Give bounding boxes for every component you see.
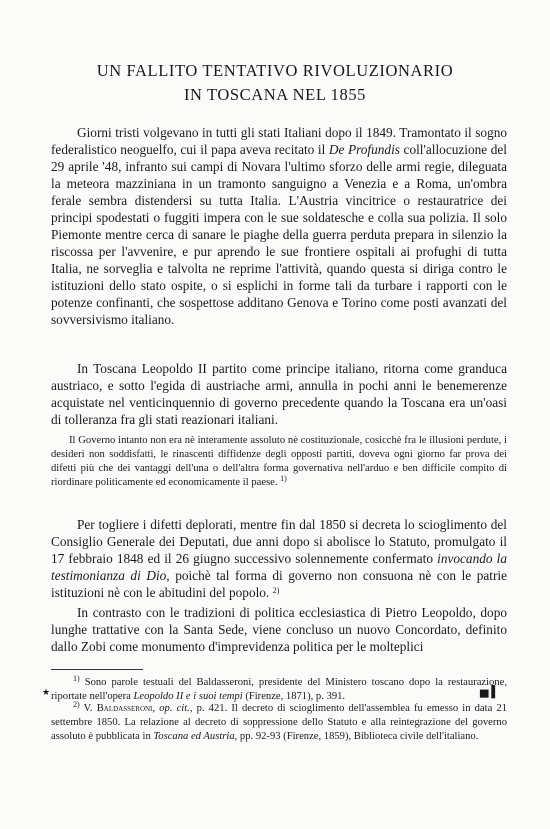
footnote-1-italic: Leopoldo II e i suoi tempi [133,691,243,702]
paragraph-4-text-c: poichè tal forma di governo non consuona nè con le patrie istituzioni nè con le abitudini del popolo. [51,568,507,600]
paragraph-5-text: In contrasto con le tradizioni di politica ecclesiastica di Pietro Leopoldo, dopo lunghe trattative con la Santa Sede, viene concluso un nuovo Concordato, definito dallo Zobi come monumento d'imprevidenza politica per le molteplici [51,605,507,654]
paragraph-1 [51,124,507,328]
paragraph-5 [51,604,507,655]
paragraph-4 [51,516,507,601]
footnote-divider [51,669,143,670]
footnote-1-text-c: (Firenze, 1871), p. 391. [242,691,346,702]
quoted-paragraph-text: Il Governo intanto non era nè interamente assoluto nè costituzionale, cosicchè fra le illusioni perdute, i desideri non soddisfatti, le rinascenti diffidenze degli opposti partiti, doveva ogni giorno far prova dei difetti più che dei vantaggi dell'una o dell'altra forma governativa nell'arduo e ben difficile compito di riordinare politicamente ed economicamente il paese. [51,435,507,488]
footnote-2-text-b: , [152,703,160,714]
footnote-2-text-a: V. [83,703,97,714]
paragraph-2 [51,360,507,428]
paragraph-4-italic: invocando la testimonianza di Dio, [51,551,507,583]
paragraph-1-text-c: coll'allocuzione del 29 aprile '48, infranto sui campi di Novara l'ultimo sforzo delle armi regie, dileguata la meteora mazziniana in un tramonto sanguigno a Venezia e a Roma, un'ombra ferale sembra distendersi su tutta Italia. L'Austria vincitrice o restauratrice dei principi spodestati o fuggiti impera con le sue soldatesche e colla sua polizia. Il solo Piemonte mentre cerca di sanare le piaghe della guerra perduta prepara in silenzio la riscossa per l'avvenire, e pur aprendo le sue frontiere ospitali ai profughi di tutta Italia, ne sorveglia e talvolta ne reprime l'attività, quando questa si diriga contro le istituzioni dello stato ospite, o si esplichi in forme tali da turbare i rapporti con le potenze confinanti, che sospettose additano Genova e Torino come posti avanzati del sovversivismo italiano. [51,142,507,327]
footnote-2-number: 2) [73,700,80,709]
page-title-line-1: UN FALLITO TENTATIVO RIVOLUZIONARIO [96,61,454,80]
margin-star-mark: ★ [42,687,51,697]
footnote-2-text-e: pp. 92-93 (Firenze, 1859), Biblioteca civile dell'italiano. [237,731,479,742]
paragraph-2-text: In Toscana Leopoldo II partito come principe italiano, ritorna come granduca austriaco, e sotto l'egida di austriache armi, annulla in pochi anni le benemerenze acquistate nel venticinquennio di governo precedente quando la Toscana era un'oasi di tolleranza fra gli stati reazionari italiani. [51,361,507,427]
footnote-2-opcit: op. cit. [159,703,190,714]
quoted-paragraph [51,434,507,490]
footnote-1-number: 1) [73,674,80,683]
footnote-2-text-c: , p. 421. Il decreto di scioglimento dell'assemblea fu emesso in data 21 settembre 1850. La relazione al decreto di soppressione dello Statuto e alla reintegrazione del governo assoluto è pubblicata in [51,703,508,742]
paragraph-4-text-a: Per togliere i difetti deplorati, mentre fin dal 1850 si decreta lo scioglimento del Consiglio Generale dei Deputati, due anni dopo si abolisce lo Statuto, promulgato il 17 febbraio 1848 ed il 26 giugno successivo solennemente confermato [51,517,507,566]
ink-blot-mark: ▅ ▌ [480,686,500,698]
footnote-1-text-a: Sono parole testuali del Baldasseroni, presidente del Ministero toscano dopo la restaurazione, riportate nell'opera [51,677,507,702]
footnote-2 [51,702,507,744]
footnote-1 [51,676,507,704]
page-title-line-2: IN TOSCANA NEL 1855 [183,85,367,104]
footnote-ref-1: 1) [280,474,287,483]
paragraph-1-italic: De Profundis [328,142,400,157]
footnote-2-author: Baldasseroni [96,703,153,714]
paragraph-1-text-a: Giorni tristi volgevano in tutti gli stati Italiani dopo il 1849. Tramontato il sogno federalistico neoguelfo, cui il papa aveva recitato il [51,125,507,157]
footnote-2-italic: Toscana ed Austria, [153,731,238,742]
footnote-ref-2: 2) [272,586,280,595]
